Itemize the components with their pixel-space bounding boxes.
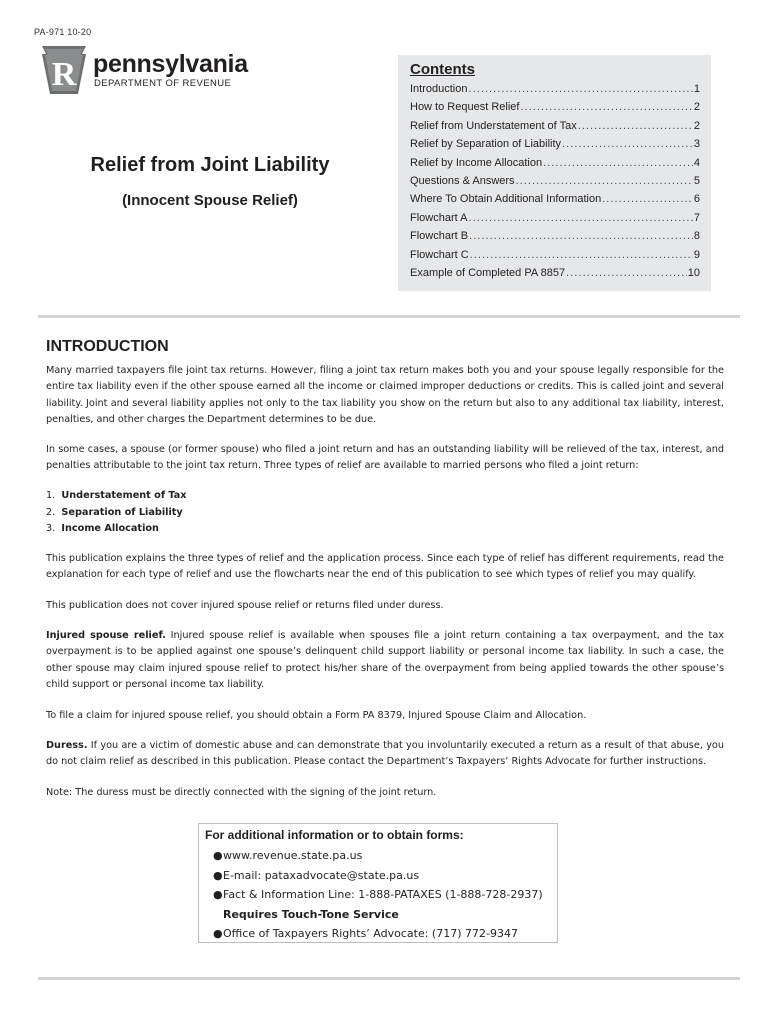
keystone-logo-icon bbox=[38, 44, 90, 96]
toc-item[interactable]: Questions & Answers . . . 5 bbox=[410, 175, 700, 193]
toc-item[interactable]: How to Request Relief . . . 2 bbox=[410, 101, 700, 119]
phone-line: ●Fact & Information Line: 1-888-PATAXES (1-888-728-2937) bbox=[213, 888, 543, 901]
toc-item[interactable]: Where To Obtain Additional Information . . . 6 bbox=[410, 193, 700, 211]
toc-item[interactable]: Example of Completed PA 8857 . . . 10 bbox=[410, 267, 700, 285]
document-subtitle: (Innocent Spouse Relief) bbox=[122, 192, 298, 209]
toc-item[interactable]: Introduction . . . 1 bbox=[410, 83, 700, 101]
toc-item[interactable]: Relief by Income Allocation . . . 4 bbox=[410, 157, 700, 175]
relief-types-list bbox=[46, 488, 346, 538]
info-box-title: For additional information or to obtain forms: bbox=[205, 828, 464, 842]
duress-note: Note: The duress must be directly connected with the signing of the joint return. bbox=[46, 787, 437, 798]
intro-paragraph-2: In some cases, a spouse (or former spouse) who filed a joint return and has an outstanding liability will be relieved of the tax, interest, and penalties attributable to the joint tax return. Three types of relief are available to married persons who filed a joint return: bbox=[46, 444, 724, 472]
logo-letter: R bbox=[51, 56, 77, 93]
toc-item[interactable]: Flowchart A . . . 7 bbox=[410, 212, 700, 230]
info-list bbox=[213, 846, 543, 944]
footer-divider bbox=[38, 977, 740, 980]
list-item: 1. Understatement of Tax bbox=[46, 490, 187, 501]
email-link[interactable]: ●E-mail: pataxadvocate@state.pa.us bbox=[213, 868, 420, 882]
intro-paragraph-3: This publication explains the three types of relief and the application process. Since each type of relief has different requirements, read the explanation for each type of relief and use the flowcharts near the end of this publication to see which types of relief you may qualify. bbox=[46, 553, 724, 581]
duress-paragraph: Duress. If you are a victim of domestic abuse and can demonstrate that you involuntarily executed a return as a result of that abuse, you do not claim relief as described in this publication. Please contact the Department’s Taxpayers’ Rights Advocate for further instructions. bbox=[46, 740, 724, 768]
toc-item[interactable]: Flowchart B . . . 8 bbox=[410, 230, 700, 248]
injured-spouse-paragraph: Injured spouse relief. Injured spouse relief is available when spouses file a joint return containing a tax overpayment, and the tax overpayment is to be applied against one spouse’s delinquent child support liability or personal income tax liability. In such a case, the other spouse may claim injured spouse relief to protect his/her share of the overpayment from being applied towards the other spouse’s child support or personal income tax liability. bbox=[46, 630, 724, 691]
intro-paragraph-4: This publication does not cover injured spouse relief or returns filed under duress. bbox=[46, 600, 444, 611]
document-title: Relief from Joint Liability bbox=[90, 154, 330, 176]
table-of-contents bbox=[410, 83, 700, 285]
list-item: 3. Income Allocation bbox=[46, 523, 159, 535]
website-link[interactable]: ●www.revenue.state.pa.us bbox=[213, 849, 363, 862]
toc-item[interactable]: Relief from Understatement of Tax . . . 2 bbox=[410, 120, 700, 138]
logo-department: DEPARTMENT OF REVENUE bbox=[94, 78, 232, 89]
additional-info-box bbox=[198, 823, 558, 943]
section-divider bbox=[38, 315, 740, 318]
introduction-heading: INTRODUCTION bbox=[46, 338, 169, 355]
phone-note: Requires Touch-Tone Service bbox=[223, 907, 399, 921]
contents-heading: Contents bbox=[410, 61, 475, 78]
toc-item[interactable]: Relief by Separation of Liability . . . 3 bbox=[410, 138, 700, 156]
intro-paragraph-1: Many married taxpayers file joint tax returns. However, filing a joint tax return makes both you and your spouse legally responsible for the entire tax liability even if the other spouse earned all the income or claimed improper deductions or credits. This is called joint and several liability. Joint and several liability applies not only to the tax liability you show on the return but also to any additional tax liability, interest, penalties, and other charges the Department determines to be due. bbox=[46, 365, 724, 426]
list-item: 2. Separation of Liability bbox=[46, 506, 183, 518]
toc-item[interactable]: Flowchart C . . . 9 bbox=[410, 249, 700, 267]
contents-box bbox=[398, 55, 711, 291]
intro-paragraph-6: To file a claim for injured spouse relief, you should obtain a Form PA 8379, Injured Spouse Claim and Allocation. bbox=[46, 710, 587, 721]
logo-name: pennsylvania bbox=[93, 50, 248, 78]
form-id: PA-971 10-20 bbox=[34, 27, 92, 37]
advocate-line: ●Office of Taxpayers Rights’ Advocate: (717) 772-9347 bbox=[213, 927, 518, 940]
